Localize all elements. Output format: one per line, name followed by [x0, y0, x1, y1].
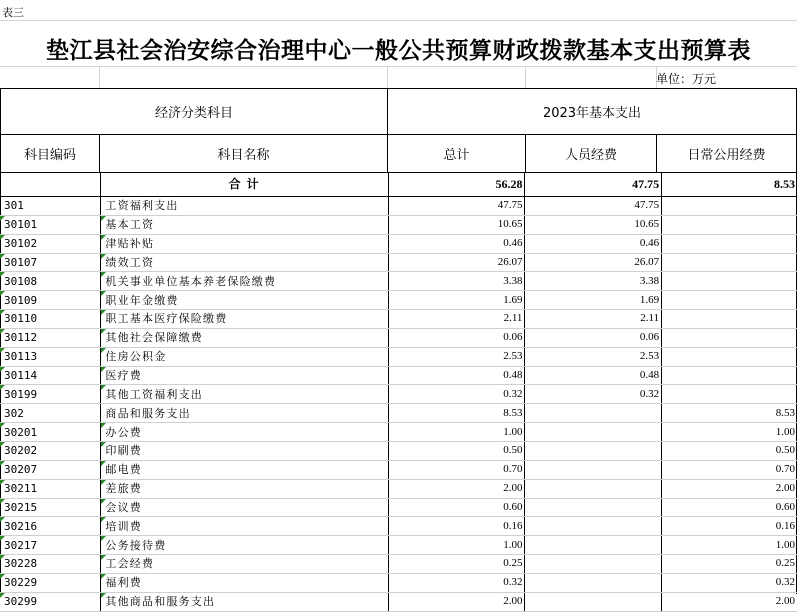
row-total: 0.50: [388, 441, 525, 460]
text-format-marker-icon: [101, 480, 106, 485]
row-daily: 8.53: [662, 404, 797, 423]
row-daily: 2.00: [662, 479, 797, 498]
row-name: 住房公积金: [101, 347, 388, 366]
total-daily: 8.53: [662, 172, 797, 197]
unit-label: 单位：万元: [656, 72, 717, 86]
gridline: [0, 66, 797, 67]
text-format-marker-icon: [0, 348, 5, 353]
total-total: 56.28: [388, 172, 525, 197]
gridline: [387, 66, 388, 88]
row-total: 1.00: [388, 536, 525, 555]
text-format-marker-icon: [0, 555, 5, 560]
total-code-cell: [0, 172, 101, 197]
row-name: 其他商品和服务支出: [101, 592, 388, 611]
text-format-marker-icon: [0, 385, 5, 390]
row-code: 30216: [0, 517, 101, 536]
row-code: 30112: [0, 328, 101, 347]
row-personnel: [525, 573, 662, 592]
text-format-marker-icon: [101, 499, 106, 504]
row-name: 工资福利支出: [101, 197, 388, 216]
table-row: [0, 498, 797, 517]
row-total: 0.32: [388, 573, 525, 592]
table-row: [0, 291, 797, 310]
row-name: 基本工资: [101, 215, 388, 234]
row-name: 商品和服务支出: [101, 404, 388, 423]
table-row: [0, 197, 797, 216]
row-personnel: 0.46: [525, 234, 662, 253]
row-personnel: [525, 592, 662, 611]
row-personnel: [525, 536, 662, 555]
row-name: 邮电费: [101, 460, 388, 479]
text-format-marker-icon: [101, 291, 106, 296]
row-code: 30207: [0, 460, 101, 479]
text-format-marker-icon: [0, 480, 5, 485]
sheet-label: 表三: [2, 6, 24, 19]
row-personnel: 0.48: [525, 366, 662, 385]
text-format-marker-icon: [101, 442, 106, 447]
row-name: 绩效工资: [101, 253, 388, 272]
text-format-marker-icon: [0, 536, 5, 541]
row-personnel: 26.07: [525, 253, 662, 272]
row-total: 3.38: [388, 272, 525, 291]
row-code: 30101: [0, 215, 101, 234]
row-personnel: 1.69: [525, 291, 662, 310]
row-code: 30299: [0, 592, 101, 611]
table-row: [0, 347, 797, 366]
row-name: 差旅费: [101, 479, 388, 498]
text-format-marker-icon: [101, 348, 106, 353]
table-row: [0, 310, 797, 329]
table-row: [0, 253, 797, 272]
table-row: [0, 536, 797, 555]
text-format-marker-icon: [0, 216, 5, 221]
row-personnel: 3.38: [525, 272, 662, 291]
row-name: 办公费: [101, 423, 388, 442]
row-daily: [662, 215, 797, 234]
row-total: 2.11: [388, 310, 525, 329]
row-code: 30202: [0, 441, 101, 460]
gridline: [99, 66, 100, 88]
row-personnel: 0.32: [525, 385, 662, 404]
total-label: 合计: [101, 172, 388, 197]
row-total: 26.07: [388, 253, 525, 272]
text-format-marker-icon: [101, 254, 106, 259]
table-row: [0, 404, 797, 423]
row-code: 30107: [0, 253, 101, 272]
row-code: 30229: [0, 573, 101, 592]
row-name: 其他社会保障缴费: [101, 328, 388, 347]
row-code: 30215: [0, 498, 101, 517]
header-code: 科目编码: [23, 148, 76, 163]
row-daily: 1.00: [662, 423, 797, 442]
row-daily: [662, 310, 797, 329]
table-row: [0, 385, 797, 404]
row-personnel: 47.75: [525, 197, 662, 216]
table-row: [0, 328, 797, 347]
table-row: [0, 366, 797, 385]
table-row: [0, 234, 797, 253]
text-format-marker-icon: [101, 593, 106, 598]
text-format-marker-icon: [101, 235, 106, 240]
row-personnel: 0.06: [525, 328, 662, 347]
row-personnel: 10.65: [525, 215, 662, 234]
header-year-basic: 2023年基本支出: [542, 106, 642, 121]
text-format-marker-icon: [101, 385, 106, 390]
row-code: 301: [0, 197, 101, 216]
row-total: 8.53: [388, 404, 525, 423]
row-personnel: 2.53: [525, 347, 662, 366]
row-code: 30109: [0, 291, 101, 310]
table-row: [0, 573, 797, 592]
row-daily: 0.60: [662, 498, 797, 517]
row-code: 30217: [0, 536, 101, 555]
row-total: 2.00: [388, 592, 525, 611]
row-code: 30110: [0, 310, 101, 329]
text-format-marker-icon: [0, 461, 5, 466]
header-personnel: 人员经费: [564, 148, 617, 163]
text-format-marker-icon: [0, 499, 5, 504]
row-personnel: [525, 555, 662, 574]
row-total: 2.00: [388, 479, 525, 498]
row-total: 1.69: [388, 291, 525, 310]
text-format-marker-icon: [101, 272, 106, 277]
row-total: 0.16: [388, 517, 525, 536]
row-daily: [662, 347, 797, 366]
row-personnel: [525, 404, 662, 423]
row-code: 30228: [0, 555, 101, 574]
row-daily: [662, 197, 797, 216]
row-total: 1.00: [388, 423, 525, 442]
row-daily: 0.25: [662, 555, 797, 574]
text-format-marker-icon: [101, 555, 106, 560]
row-total: 0.48: [388, 366, 525, 385]
table-row: [0, 272, 797, 291]
row-daily: 1.00: [662, 536, 797, 555]
row-name: 职工基本医疗保险缴费: [101, 310, 388, 329]
row-code: 30113: [0, 347, 101, 366]
row-daily: [662, 291, 797, 310]
text-format-marker-icon: [0, 423, 5, 428]
row-total: 0.25: [388, 555, 525, 574]
total-row: [0, 172, 797, 197]
gridline: [0, 20, 797, 21]
row-name: 职业年金缴费: [101, 291, 388, 310]
text-format-marker-icon: [0, 235, 5, 240]
row-code: 30102: [0, 234, 101, 253]
text-format-marker-icon: [0, 272, 5, 277]
text-format-marker-icon: [101, 367, 106, 372]
text-format-marker-icon: [0, 254, 5, 259]
row-total: 0.70: [388, 460, 525, 479]
row-code: 30108: [0, 272, 101, 291]
row-total: 2.53: [388, 347, 525, 366]
row-total: 10.65: [388, 215, 525, 234]
text-format-marker-icon: [101, 461, 106, 466]
page-title: 垫江县社会治安综合治理中心一般公共预算财政拨款基本支出预算表: [46, 37, 751, 64]
header-total: 总计: [443, 148, 470, 163]
row-code: 30211: [0, 479, 101, 498]
table-row: [0, 479, 797, 498]
row-daily: [662, 272, 797, 291]
row-daily: 2.00: [662, 592, 797, 611]
row-personnel: 2.11: [525, 310, 662, 329]
table-row: [0, 517, 797, 536]
text-format-marker-icon: [0, 593, 5, 598]
header-daily: 日常公用经费: [687, 148, 766, 163]
row-name: 福利费: [101, 573, 388, 592]
text-format-marker-icon: [101, 216, 106, 221]
row-daily: 0.70: [662, 460, 797, 479]
text-format-marker-icon: [101, 517, 106, 522]
row-total: 0.60: [388, 498, 525, 517]
row-name: 机关事业单位基本养老保险缴费: [101, 272, 388, 291]
table-row: [0, 423, 797, 442]
row-name: 公务接待费: [101, 536, 388, 555]
row-daily: [662, 253, 797, 272]
row-daily: [662, 234, 797, 253]
text-format-marker-icon: [0, 310, 5, 315]
row-total: 47.75: [388, 197, 525, 216]
budget-table: [0, 172, 797, 612]
row-daily: [662, 328, 797, 347]
row-total: 0.06: [388, 328, 525, 347]
header-econ-class: 经济分类科目: [154, 106, 233, 121]
gridline: [525, 66, 526, 88]
row-daily: 0.32: [662, 573, 797, 592]
row-daily: [662, 385, 797, 404]
row-personnel: [525, 441, 662, 460]
text-format-marker-icon: [101, 574, 106, 579]
row-personnel: [525, 460, 662, 479]
table-row: [0, 215, 797, 234]
row-personnel: [525, 498, 662, 517]
text-format-marker-icon: [101, 536, 106, 541]
row-total: 0.32: [388, 385, 525, 404]
row-name: 其他工资福利支出: [101, 385, 388, 404]
text-format-marker-icon: [0, 574, 5, 579]
row-code: 30199: [0, 385, 101, 404]
table-row: [0, 555, 797, 574]
row-name: 工会经费: [101, 555, 388, 574]
text-format-marker-icon: [101, 310, 106, 315]
row-code: 30201: [0, 423, 101, 442]
text-format-marker-icon: [0, 442, 5, 447]
row-personnel: [525, 423, 662, 442]
row-daily: 0.50: [662, 441, 797, 460]
budget-table-body: [0, 172, 797, 611]
row-name: 印刷费: [101, 441, 388, 460]
text-format-marker-icon: [0, 517, 5, 522]
row-name: 会议费: [101, 498, 388, 517]
row-personnel: [525, 517, 662, 536]
table-row: [0, 592, 797, 611]
text-format-marker-icon: [101, 423, 106, 428]
text-format-marker-icon: [0, 367, 5, 372]
row-name: 津贴补贴: [101, 234, 388, 253]
row-name: 培训费: [101, 517, 388, 536]
row-total: 0.46: [388, 234, 525, 253]
row-name: 医疗费: [101, 366, 388, 385]
row-code: 302: [0, 404, 101, 423]
table-row: [0, 460, 797, 479]
row-daily: 0.16: [662, 517, 797, 536]
total-personnel: 47.75: [525, 172, 662, 197]
text-format-marker-icon: [0, 291, 5, 296]
row-code: 30114: [0, 366, 101, 385]
row-daily: [662, 366, 797, 385]
row-personnel: [525, 479, 662, 498]
text-format-marker-icon: [0, 329, 5, 334]
header-name: 科目名称: [217, 148, 270, 163]
text-format-marker-icon: [101, 329, 106, 334]
table-row: [0, 441, 797, 460]
